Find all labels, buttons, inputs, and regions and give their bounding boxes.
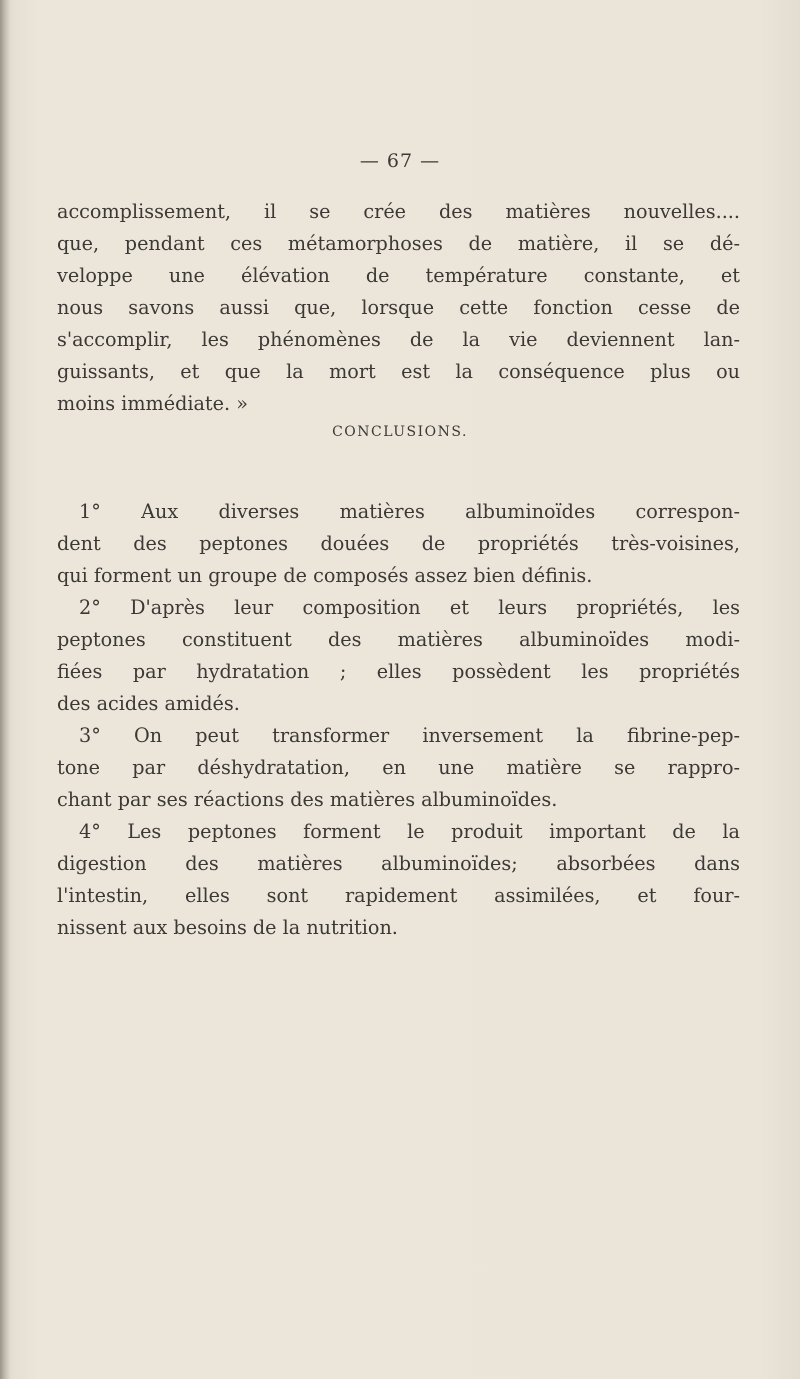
conclusion-3-line: chant par ses réactions des matières albuminoïdes.	[57, 788, 558, 811]
conclusion-3-line: tone par déshydratation, en une matière se rappro-	[57, 756, 740, 779]
text-line: que, pendant ces métamorphoses de matière, il se dé-	[57, 232, 740, 255]
conclusion-2-line: fiées par hydratation ; elles possèdent les propriétés	[57, 660, 740, 683]
conclusion-1-line: dent des peptones douées de propriétés très-voisines,	[57, 532, 740, 555]
text-line: moins immédiate. »	[57, 392, 248, 415]
page-number: — 67 —	[359, 150, 441, 172]
conclusions-list	[57, 496, 740, 944]
conclusion-4-line: nissent aux besoins de la nutrition.	[57, 916, 398, 939]
conclusion-2-line: peptones constituent des matières albuminoïdes modi-	[57, 628, 740, 651]
conclusion-1-line: 1° Aux diverses matières albuminoïdes correspon-	[79, 500, 740, 523]
text-line: guissants, et que la mort est la conséquence plus ou	[57, 360, 740, 383]
conclusion-2-line: des acides amidés.	[57, 692, 240, 715]
text-line: accomplissement, il se crée des matières nouvelles....	[57, 200, 740, 223]
conclusion-4-line: l'intestin, elles sont rapidement assimilées, et four-	[57, 884, 740, 907]
text-line: s'accomplir, les phénomènes de la vie deviennent lan-	[57, 328, 740, 351]
conclusion-4-line: digestion des matières albuminoïdes; absorbées dans	[57, 852, 740, 875]
page-binding-edge	[0, 0, 10, 1379]
conclusion-1-line: qui forment un groupe de composés assez bien définis.	[57, 564, 593, 587]
intro-paragraph	[57, 196, 740, 420]
conclusion-3-line: 3° On peut transformer inversement la fibrine-pep-	[79, 724, 740, 747]
conclusion-4-line: 4° Les peptones forment le produit important de la	[79, 820, 740, 843]
conclusion-2-line: 2° D'après leur composition et leurs propriétés, les	[79, 596, 740, 619]
section-heading: CONCLUSIONS.	[332, 424, 468, 440]
text-line: nous savons aussi que, lorsque cette fonction cesse de	[57, 296, 740, 319]
text-line: veloppe une élévation de température constante, et	[57, 264, 740, 287]
